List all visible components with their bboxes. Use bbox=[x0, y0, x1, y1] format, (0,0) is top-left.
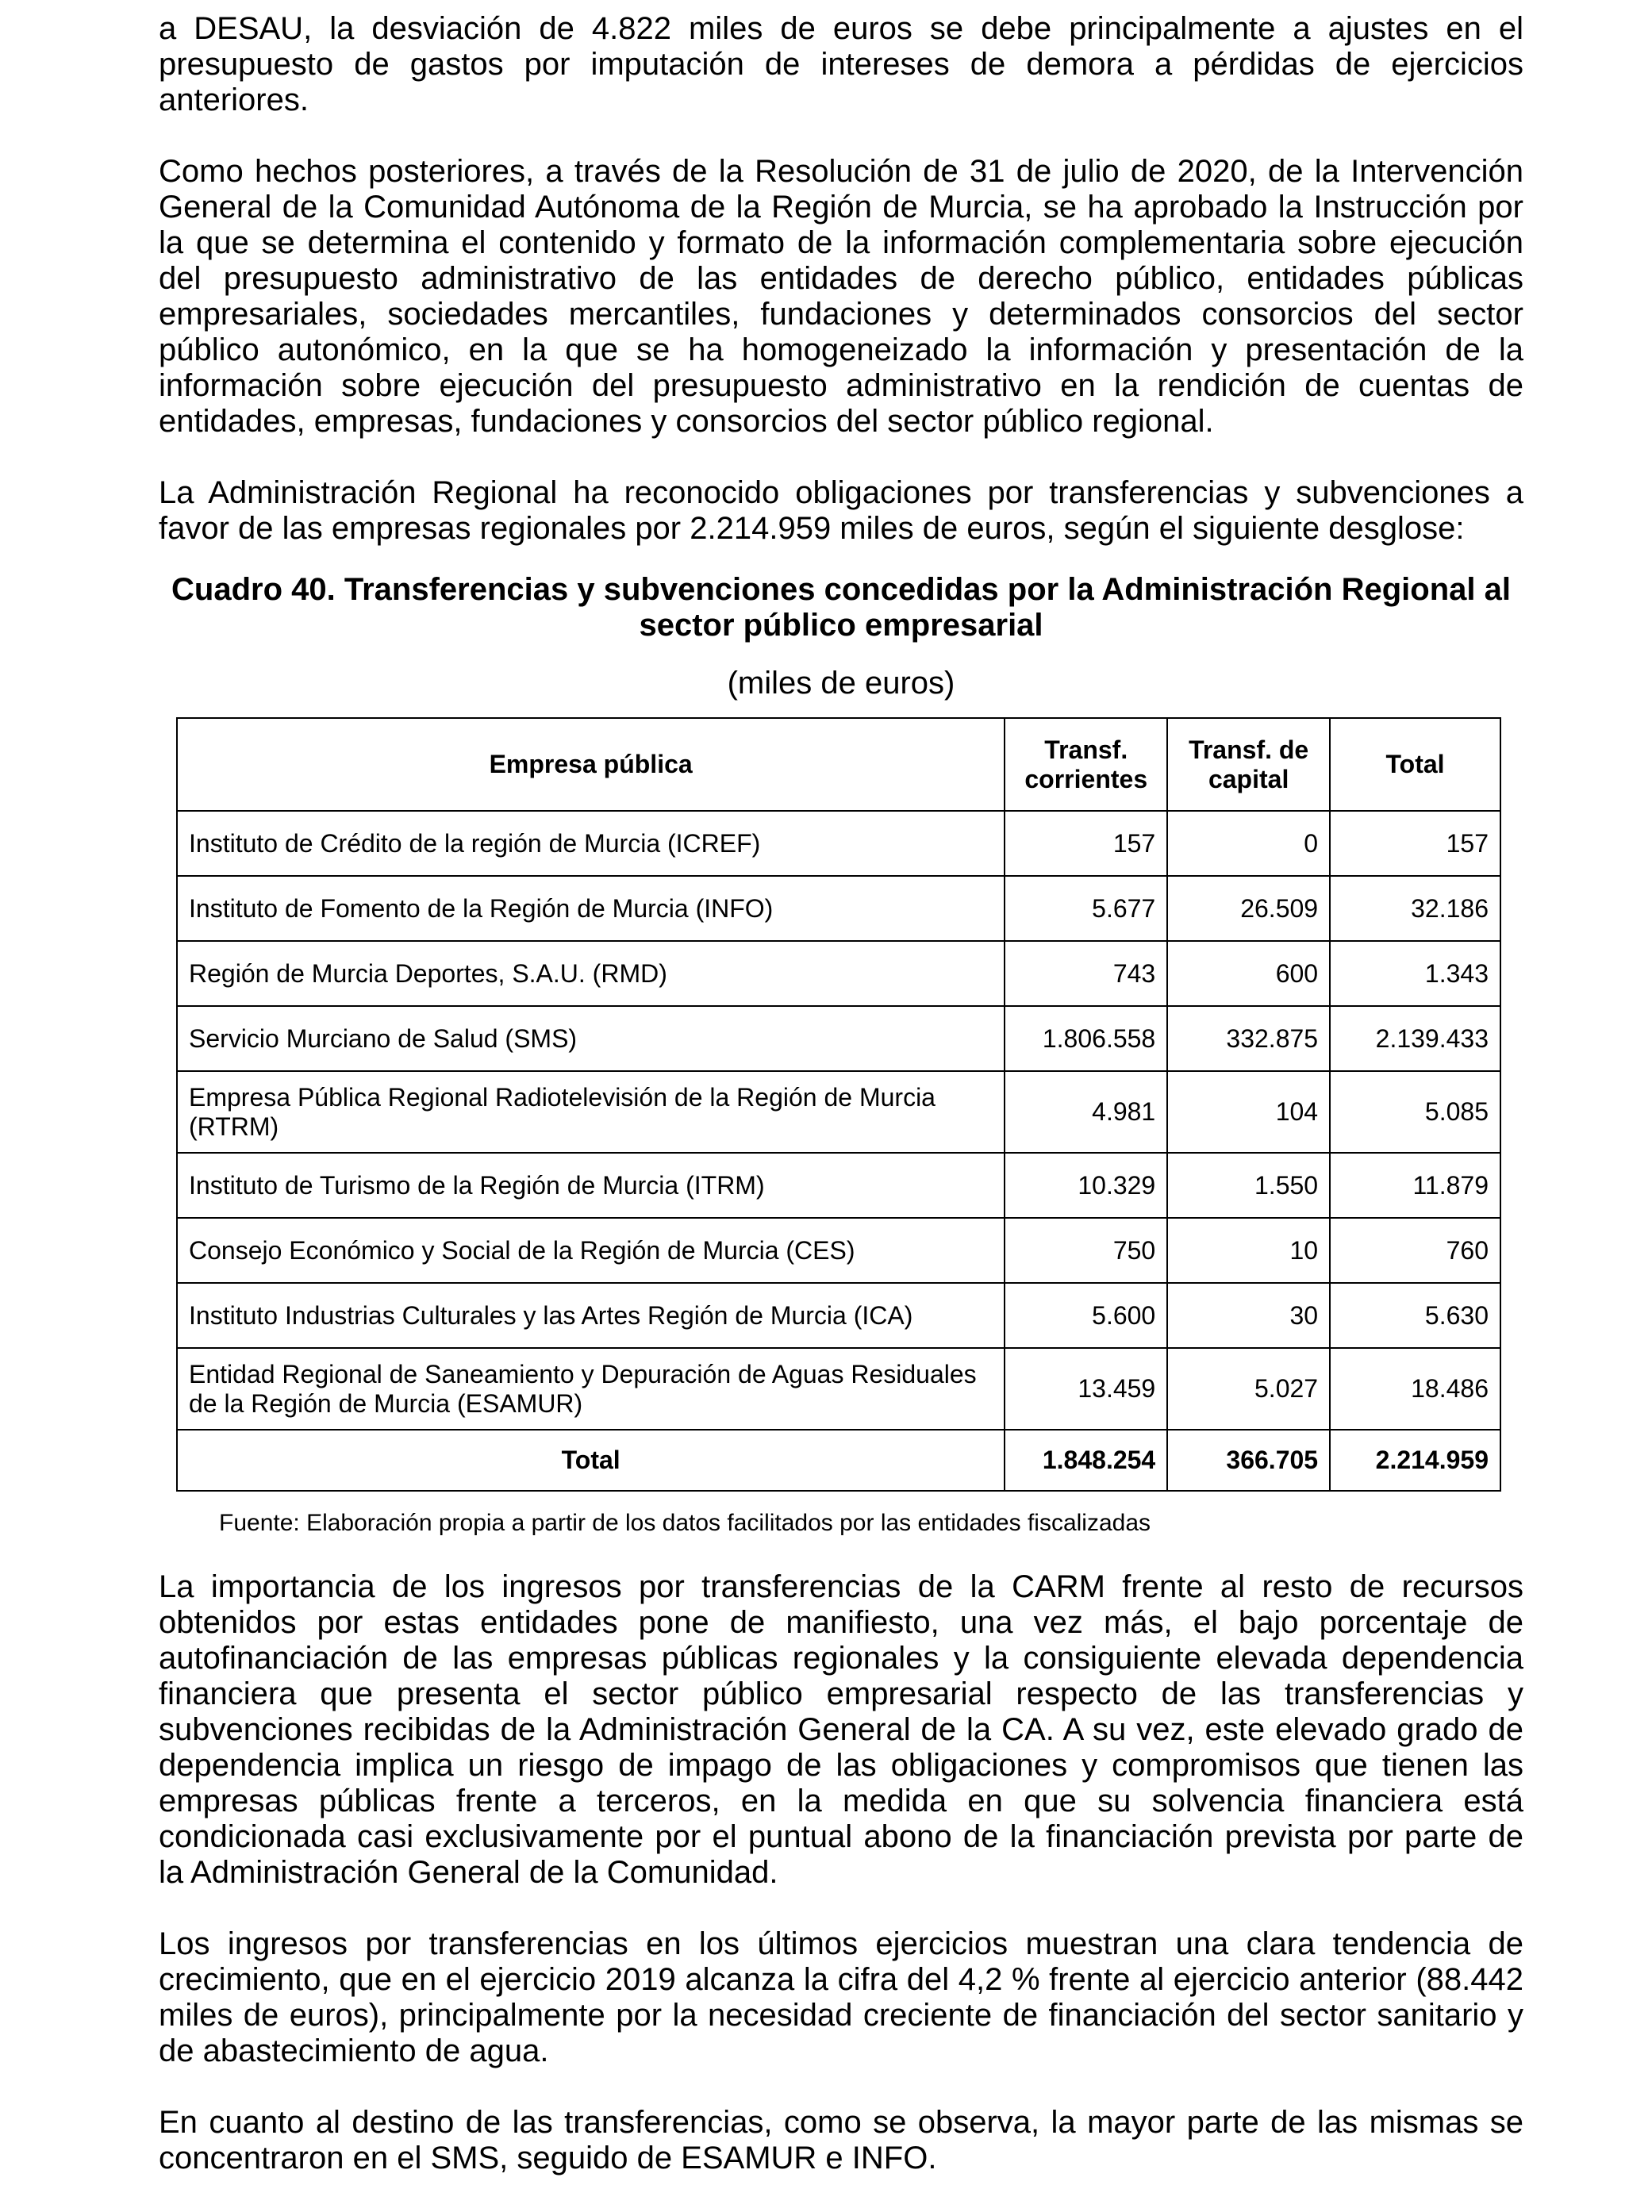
table-header-row bbox=[177, 718, 1500, 811]
row-total-value: 760 bbox=[1330, 1218, 1500, 1283]
row-capital-value: 26.509 bbox=[1167, 876, 1330, 941]
total-total-value: 2.214.959 bbox=[1330, 1430, 1500, 1491]
total-label: Total bbox=[177, 1430, 1005, 1491]
row-total-value: 157 bbox=[1330, 811, 1500, 876]
row-total-value: 32.186 bbox=[1330, 876, 1500, 941]
row-current-value: 13.459 bbox=[1005, 1348, 1167, 1430]
row-company-name: Instituto de Crédito de la región de Murcia (ICREF) bbox=[177, 811, 1005, 876]
row-company-name: Servicio Murciano de Salud (SMS) bbox=[177, 1006, 1005, 1071]
row-capital-value: 104 bbox=[1167, 1071, 1330, 1153]
paragraph-obligations-recognized: La Administración Regional ha reconocido obligaciones por transferencias y subvenciones a favor de las empresas regionales por 2.214.959 miles de euros, según el siguiente desglose: bbox=[159, 475, 1523, 546]
table-unit: (miles de euros) bbox=[727, 666, 955, 701]
table-row bbox=[177, 1071, 1500, 1153]
table-title bbox=[159, 572, 1523, 643]
table-row bbox=[177, 876, 1500, 941]
table-row bbox=[177, 1348, 1500, 1430]
row-capital-value: 1.550 bbox=[1167, 1153, 1330, 1218]
row-total-value: 11.879 bbox=[1330, 1153, 1500, 1218]
total-current-value: 1.848.254 bbox=[1005, 1430, 1167, 1491]
row-capital-value: 10 bbox=[1167, 1218, 1330, 1283]
paragraph-desau-deviation: a DESAU, la desviación de 4.822 miles de euros se debe principalmente a ajustes en el presupuesto de gastos por imputación de intereses de demora a pérdidas de ejercicios anteriores. bbox=[159, 11, 1523, 117]
row-capital-value: 5.027 bbox=[1167, 1348, 1330, 1430]
table-row bbox=[177, 811, 1500, 876]
row-current-value: 10.329 bbox=[1005, 1153, 1167, 1218]
row-current-value: 5.600 bbox=[1005, 1283, 1167, 1348]
paragraph-destination: En cuanto al destino de las transferencias, como se observa, la mayor parte de las mismas se concentraron en el SMS, seguido de ESAMUR e INFO. bbox=[159, 2105, 1523, 2176]
table-title-line-1: Cuadro 40. Transferencias y subvenciones concedidas por la Administración Regional al bbox=[171, 572, 1511, 607]
table-total-row bbox=[177, 1430, 1500, 1491]
row-total-value: 5.630 bbox=[1330, 1283, 1500, 1348]
paragraph-growth-trend: Los ingresos por transferencias en los últimos ejercicios muestran una clara tendencia de crecimiento, que en el ejercicio 2019 alcanza la cifra del 4,2 % frente al ejercicio anterior (88.442 miles de euros), principalmente por la necesidad creciente de financiación del sector sanitario y de abastecimiento de agua. bbox=[159, 1926, 1523, 2068]
row-capital-value: 30 bbox=[1167, 1283, 1330, 1348]
row-company-name: Instituto de Turismo de la Región de Murcia (ITRM) bbox=[177, 1153, 1005, 1218]
row-total-value: 2.139.433 bbox=[1330, 1006, 1500, 1071]
document-page bbox=[159, 11, 1523, 2212]
row-company-name: Instituto Industrias Culturales y las Artes Región de Murcia (ICA) bbox=[177, 1283, 1005, 1348]
table-row bbox=[177, 1283, 1500, 1348]
row-current-value: 4.981 bbox=[1005, 1071, 1167, 1153]
table-row bbox=[177, 1006, 1500, 1071]
row-company-name: Instituto de Fomento de la Región de Murcia (INFO) bbox=[177, 876, 1005, 941]
row-capital-value: 332.875 bbox=[1167, 1006, 1330, 1071]
table-title-line-2: sector público empresarial bbox=[639, 608, 1043, 643]
row-capital-value: 0 bbox=[1167, 811, 1330, 876]
header-current-line-1: Transf. bbox=[1044, 735, 1128, 764]
header-total: Total bbox=[1330, 718, 1500, 811]
row-company-name: Entidad Regional de Saneamiento y Depuración de Aguas Residuales de la Región de Murcia (ESAMUR) bbox=[177, 1348, 1005, 1430]
row-capital-value: 600 bbox=[1167, 941, 1330, 1006]
row-current-value: 1.806.558 bbox=[1005, 1006, 1167, 1071]
table-row bbox=[177, 941, 1500, 1006]
transfers-table bbox=[176, 717, 1501, 1492]
paragraph-subsequent-events: Como hechos posteriores, a través de la Resolución de 31 de julio de 2020, de la Intervención General de la Comunidad Autónoma de la Región de Murcia, se ha aprobado la Instrucción por la que se determina el contenido y formato de la información complementaria sobre ejecución del presupuesto administrativo de las entidades de derecho público, entidades públicas empresariales, sociedades mercantiles, fundaciones y determinados consorcios del sector público autonómico, en la que se ha homogeneizado la información y presentación de la información sobre ejecución del presupuesto administrativo en la rendición de cuentas de entidades, empresas, fundaciones y consorcios del sector público regional. bbox=[159, 154, 1523, 439]
table-row bbox=[177, 1218, 1500, 1283]
header-capital-line-2: capital bbox=[1208, 764, 1289, 793]
header-capital-line-1: Transf. de bbox=[1189, 735, 1309, 764]
row-total-value: 1.343 bbox=[1330, 941, 1500, 1006]
table-row bbox=[177, 1153, 1500, 1218]
row-current-value: 157 bbox=[1005, 811, 1167, 876]
row-current-value: 5.677 bbox=[1005, 876, 1167, 941]
row-company-name: Empresa Pública Regional Radiotelevisión de la Región de Murcia (RTRM) bbox=[177, 1071, 1005, 1153]
paragraph-dependency: La importancia de los ingresos por transferencias de la CARM frente al resto de recursos obtenidos por estas entidades pone de manifiesto, una vez más, el bajo porcentaje de autofinanciación de las empresas públicas regionales y la consiguiente elevada dependencia financiera que presenta el sector público empresarial respecto de las transferencias y subvenciones recibidas de la Administración General de la CA. A su vez, este elevado grado de dependencia implica un riesgo de impago de las obligaciones y compromisos que tienen las empresas públicas frente a terceros, en la medida en que su solvencia financiera está condicionada casi exclusivamente por el puntual abono de la financiación prevista por parte de la Administración General de la Comunidad. bbox=[159, 1569, 1523, 1890]
row-company-name: Consejo Económico y Social de la Región de Murcia (CES) bbox=[177, 1218, 1005, 1283]
total-capital-value: 366.705 bbox=[1167, 1430, 1330, 1491]
header-company: Empresa pública bbox=[177, 718, 1005, 811]
row-current-value: 743 bbox=[1005, 941, 1167, 1006]
row-total-value: 18.486 bbox=[1330, 1348, 1500, 1430]
header-current-line-2: corrientes bbox=[1024, 764, 1148, 793]
table-source-note: Fuente: Elaboración propia a partir de los datos facilitados por las entidades fiscalizadas bbox=[219, 1510, 1151, 1536]
header-capital-transfers bbox=[1167, 718, 1330, 811]
row-company-name: Región de Murcia Deportes, S.A.U. (RMD) bbox=[177, 941, 1005, 1006]
row-total-value: 5.085 bbox=[1330, 1071, 1500, 1153]
header-current-transfers bbox=[1005, 718, 1167, 811]
row-current-value: 750 bbox=[1005, 1218, 1167, 1283]
